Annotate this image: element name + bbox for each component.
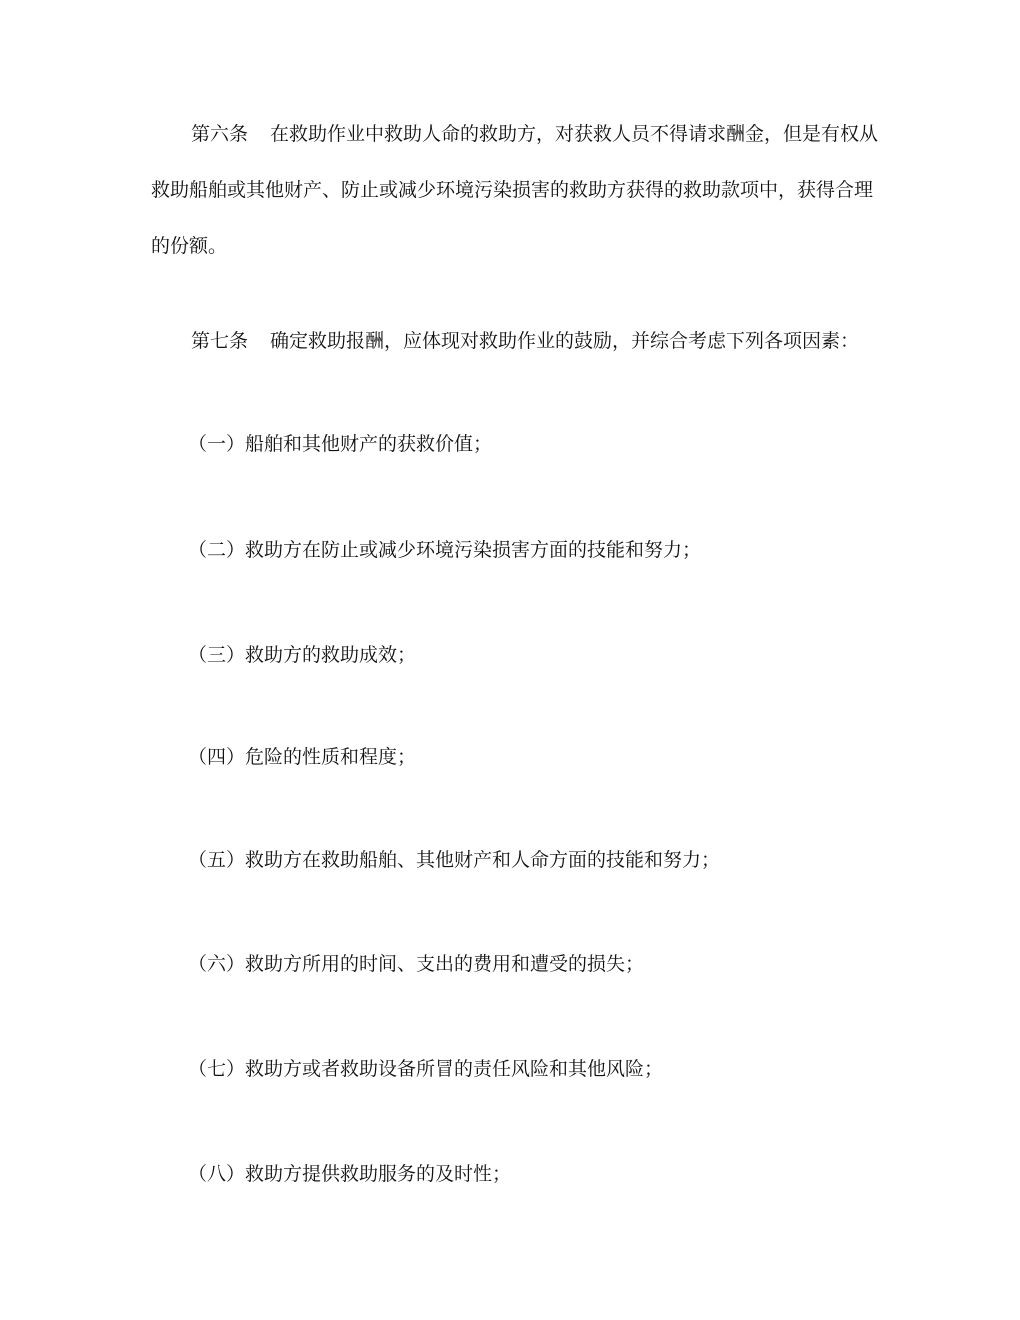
list-item: （三）救助方的救助成效； [188, 644, 417, 666]
list-item: （四）危险的性质和程度； [188, 746, 417, 768]
article-7-text: 确定救助报酬，应体现对救助作业的鼓励，并综合考虑下列各项因素： [270, 330, 860, 352]
article-7-paragraph [151, 313, 881, 369]
list-item: （七）救助方或者救助设备所冒的责任风险和其他风险； [188, 1058, 664, 1080]
list-item: （一）船舶和其他财产的获救价值； [188, 433, 493, 455]
list-item: （六）救助方所用的时间、支出的费用和遭受的损失； [188, 953, 645, 975]
article-6-paragraph [151, 106, 881, 274]
list-item: （五）救助方在救助船舶、其他财产和人命方面的技能和努力； [188, 849, 721, 871]
list-item: （二）救助方在防止或减少环境污染损害方面的技能和努力； [188, 539, 702, 561]
list-item: （八）救助方提供救助服务的及时性； [188, 1163, 512, 1185]
article-7-heading: 第七条 [191, 330, 249, 352]
article-6-text: 在救助作业中救助人命的救助方，对获救人员不得请求酬金，但是有权从救助船舶或其他财产、防止或减少环境污染损害的救助方获得的救助款项中，获得合理的份额。 [151, 123, 879, 257]
article-6-heading: 第六条 [191, 123, 249, 145]
